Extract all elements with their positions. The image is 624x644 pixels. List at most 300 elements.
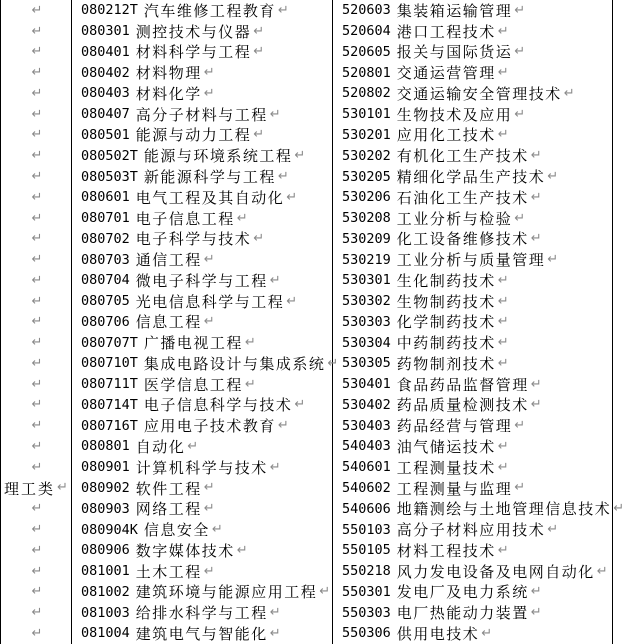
line-break-mark-icon: ↵ — [563, 85, 575, 101]
major-row — [333, 291, 612, 312]
major-name: 应用电子技术教育 — [143, 419, 276, 436]
major-code: 080407 — [81, 106, 130, 123]
major-name: 工程测量技术 — [396, 460, 496, 477]
line-break-mark-icon: ↵ — [31, 501, 43, 517]
line-break-mark-icon: ↵ — [497, 272, 509, 288]
major-name: 汽车维修工程教育 — [143, 3, 276, 20]
category-row — [1, 623, 71, 644]
major-code: 530301 — [342, 272, 391, 289]
major-name: 建筑环境与能源应用工程 — [135, 585, 318, 602]
major-row — [333, 395, 612, 416]
line-break-mark-icon: ↵ — [253, 23, 265, 39]
line-break-mark-icon: ↵ — [481, 625, 493, 641]
major-name: 食品药品监督管理 — [396, 377, 529, 394]
line-break-mark-icon: ↵ — [286, 293, 298, 309]
major-name: 微电子科学与工程 — [135, 273, 268, 290]
major-code: 530219 — [342, 251, 391, 268]
major-code: 520801 — [342, 64, 391, 81]
major-name: 应用化工技术 — [396, 128, 496, 145]
line-break-mark-icon: ↵ — [253, 127, 265, 143]
major-name: 生化制药技术 — [396, 273, 496, 290]
line-break-mark-icon: ↵ — [31, 106, 43, 122]
major-name: 自动化 — [135, 439, 186, 456]
major-row — [72, 415, 332, 436]
major-name: 材料工程技术 — [396, 543, 496, 560]
major-code: 530101 — [342, 106, 391, 123]
line-break-mark-icon: ↵ — [31, 522, 43, 538]
line-break-mark-icon: ↵ — [497, 459, 509, 475]
category-row — [1, 519, 71, 540]
line-break-mark-icon: ↵ — [286, 189, 298, 205]
line-break-mark-icon: ↵ — [294, 397, 306, 413]
major-name: 集成电路设计与集成系统 — [143, 356, 326, 373]
major-code: 080502T — [81, 147, 138, 164]
major-name: 信息安全 — [143, 523, 210, 540]
line-break-mark-icon: ↵ — [31, 314, 43, 330]
major-row — [333, 561, 612, 582]
line-break-mark-icon: ↵ — [277, 169, 289, 184]
major-row — [333, 540, 612, 561]
line-break-mark-icon: ↵ — [31, 418, 43, 434]
major-code: 530206 — [342, 189, 391, 206]
line-break-mark-icon: ↵ — [203, 480, 215, 496]
line-break-mark-icon: ↵ — [31, 563, 43, 579]
major-name: 风力发电设备及电网自动化 — [396, 564, 595, 581]
line-break-mark-icon: ↵ — [497, 355, 509, 371]
major-code: 080301 — [81, 23, 130, 40]
line-break-mark-icon: ↵ — [31, 85, 43, 101]
major-row — [333, 498, 624, 519]
major-row — [72, 561, 332, 582]
line-break-mark-icon: ↵ — [596, 563, 608, 579]
major-name: 化工设备维修技术 — [396, 232, 529, 249]
major-row — [72, 498, 332, 519]
line-break-mark-icon: ↵ — [514, 418, 526, 434]
major-row — [333, 104, 612, 125]
major-row — [72, 166, 332, 187]
major-code: 080503T — [81, 168, 138, 185]
major-row — [72, 42, 332, 63]
major-row — [333, 602, 612, 623]
major-name: 高分子材料应用技术 — [396, 523, 546, 540]
major-name: 建筑电气与智能化 — [135, 626, 268, 643]
line-break-mark-icon: ↵ — [497, 314, 509, 330]
major-code: 520802 — [342, 85, 391, 102]
major-row — [333, 166, 612, 187]
category-row — [1, 104, 71, 125]
category-row — [1, 415, 71, 436]
major-name: 生物制药技术 — [396, 294, 496, 311]
major-row — [72, 395, 332, 416]
major-row — [72, 125, 332, 146]
major-code: 530208 — [342, 210, 391, 227]
category-row — [1, 498, 71, 519]
major-row — [333, 249, 612, 270]
major-name: 广播电视工程 — [143, 336, 243, 353]
major-code: 080212T — [81, 2, 138, 19]
major-code: 540403 — [342, 438, 391, 455]
major-name: 土木工程 — [135, 564, 202, 581]
major-code: 080601 — [81, 189, 130, 206]
major-row — [72, 21, 332, 42]
major-row — [72, 104, 332, 125]
line-break-mark-icon: ↵ — [547, 252, 559, 268]
line-break-mark-icon: ↵ — [203, 85, 215, 101]
major-code: 520604 — [342, 23, 391, 40]
line-break-mark-icon: ↵ — [236, 542, 248, 558]
major-code: 530402 — [342, 396, 391, 413]
category-row — [1, 374, 71, 395]
major-row — [72, 353, 339, 374]
line-break-mark-icon: ↵ — [514, 44, 526, 60]
line-break-mark-icon: ↵ — [547, 522, 559, 538]
major-row — [72, 374, 332, 395]
line-break-mark-icon: ↵ — [269, 272, 281, 288]
major-code: 080711T — [81, 376, 138, 393]
major-code: 530209 — [342, 230, 391, 247]
line-break-mark-icon: ↵ — [530, 376, 542, 392]
major-row — [72, 623, 332, 644]
major-name: 工程测量与监理 — [396, 481, 513, 498]
major-name: 电气工程及其自动化 — [135, 190, 285, 207]
major-name: 生物技术及应用 — [396, 107, 513, 124]
line-break-mark-icon: ↵ — [31, 542, 43, 558]
line-break-mark-icon: ↵ — [203, 252, 215, 268]
line-break-mark-icon: ↵ — [31, 210, 43, 226]
line-break-mark-icon: ↵ — [31, 272, 43, 288]
major-code: 080906 — [81, 542, 130, 559]
major-row — [72, 270, 332, 291]
major-name: 电子信息科学与技术 — [143, 398, 293, 415]
major-row — [72, 311, 332, 332]
line-break-mark-icon: ↵ — [253, 231, 265, 247]
category-row — [1, 311, 71, 332]
major-row — [333, 436, 612, 457]
line-break-mark-icon: ↵ — [244, 335, 256, 351]
line-break-mark-icon: ↵ — [31, 605, 43, 621]
major-row — [333, 0, 612, 21]
major-name: 药品经营与管理 — [396, 419, 513, 436]
line-break-mark-icon: ↵ — [514, 210, 526, 226]
major-code: 080704 — [81, 272, 130, 289]
category-row — [1, 249, 71, 270]
major-name: 网络工程 — [135, 502, 202, 519]
line-break-mark-icon: ↵ — [31, 127, 43, 143]
line-break-mark-icon: ↵ — [514, 480, 526, 496]
major-code: 080903 — [81, 500, 130, 517]
major-code: 530202 — [342, 147, 391, 164]
major-code: 540601 — [342, 459, 391, 476]
major-name: 精细化学品生产技术 — [396, 170, 546, 187]
major-name: 药品质量检测技术 — [396, 398, 529, 415]
major-name: 发电厂及电力系统 — [396, 585, 529, 602]
major-code: 550306 — [342, 625, 391, 642]
major-name: 供用电技术 — [396, 626, 480, 643]
major-name: 通信工程 — [135, 253, 202, 270]
major-code: 530304 — [342, 334, 391, 351]
major-code: 530305 — [342, 355, 391, 372]
major-row — [333, 519, 612, 540]
category-row — [1, 62, 71, 83]
major-code: 081002 — [81, 583, 130, 600]
category-row — [1, 561, 71, 582]
major-code: 550218 — [342, 563, 391, 580]
major-code: 080801 — [81, 438, 130, 455]
major-row — [72, 187, 332, 208]
category-row — [1, 270, 71, 291]
major-name: 中药制药技术 — [396, 336, 496, 353]
major-name: 电厂热能动力装置 — [396, 606, 529, 623]
major-code: 080710T — [81, 355, 138, 372]
line-break-mark-icon: ↵ — [547, 169, 559, 184]
line-break-mark-icon: ↵ — [31, 376, 43, 392]
category-column — [0, 0, 72, 644]
category-row — [1, 228, 71, 249]
major-code: 550103 — [342, 521, 391, 538]
major-name: 石油化工生产技术 — [396, 190, 529, 207]
category-row — [1, 0, 71, 21]
major-name: 有机化工生产技术 — [396, 149, 529, 166]
major-row — [333, 270, 612, 291]
line-break-mark-icon: ↵ — [31, 148, 43, 164]
major-row — [333, 332, 612, 353]
category-row — [1, 457, 71, 478]
line-break-mark-icon: ↵ — [31, 252, 43, 268]
line-break-mark-icon: ↵ — [530, 605, 542, 621]
line-break-mark-icon: ↵ — [187, 438, 199, 454]
category-row — [1, 145, 71, 166]
major-code: 080501 — [81, 126, 130, 143]
major-row — [72, 602, 332, 623]
major-name: 油气储运技术 — [396, 439, 496, 456]
category-row — [1, 166, 71, 187]
major-name: 地籍测绘与土地管理信息技术 — [396, 502, 612, 519]
major-row — [333, 228, 612, 249]
line-break-mark-icon: ↵ — [31, 584, 43, 600]
line-break-mark-icon: ↵ — [319, 584, 331, 600]
line-break-mark-icon: ↵ — [211, 522, 223, 538]
major-row — [333, 83, 612, 104]
major-name: 工业分析与检验 — [396, 211, 513, 228]
line-break-mark-icon: ↵ — [497, 293, 509, 309]
category-row — [1, 21, 71, 42]
major-code: 081004 — [81, 625, 130, 642]
major-row — [72, 249, 332, 270]
major-row — [72, 208, 332, 229]
category-row — [1, 125, 71, 146]
line-break-mark-icon: ↵ — [514, 2, 526, 18]
category-row — [1, 83, 71, 104]
major-row — [333, 311, 612, 332]
line-break-mark-icon: ↵ — [497, 23, 509, 39]
major-code: 530201 — [342, 126, 391, 143]
category-row — [1, 540, 71, 561]
major-code: 530403 — [342, 417, 391, 434]
category-row — [1, 208, 71, 229]
major-name: 材料物理 — [135, 66, 202, 83]
line-break-mark-icon: ↵ — [269, 459, 281, 475]
major-name: 药物制剂技术 — [396, 356, 496, 373]
major-name: 化学制药技术 — [396, 315, 496, 332]
major-row — [333, 581, 612, 602]
major-row — [333, 623, 612, 644]
line-break-mark-icon: ↵ — [203, 563, 215, 579]
major-name: 测控技术与仪器 — [135, 24, 252, 41]
line-break-mark-icon: ↵ — [497, 65, 509, 81]
major-code: 080705 — [81, 293, 130, 310]
line-break-mark-icon: ↵ — [294, 148, 306, 164]
line-break-mark-icon: ↵ — [269, 106, 281, 122]
major-name: 能源与动力工程 — [135, 128, 252, 145]
major-row — [333, 145, 612, 166]
major-name: 计算机科学与技术 — [135, 460, 268, 477]
major-code: 080701 — [81, 210, 130, 227]
major-row — [72, 540, 332, 561]
line-break-mark-icon: ↵ — [57, 480, 68, 496]
major-row — [72, 83, 332, 104]
major-row — [333, 187, 612, 208]
major-code: 530303 — [342, 313, 391, 330]
line-break-mark-icon: ↵ — [31, 189, 43, 205]
major-row — [333, 42, 612, 63]
major-row — [72, 228, 332, 249]
major-name: 电子信息工程 — [135, 211, 235, 228]
major-name: 报关与国际货运 — [396, 45, 513, 62]
line-break-mark-icon: ↵ — [613, 501, 624, 517]
line-break-mark-icon: ↵ — [203, 314, 215, 330]
major-name: 高分子材料与工程 — [135, 107, 268, 124]
line-break-mark-icon: ↵ — [31, 625, 43, 641]
major-code: 080401 — [81, 43, 130, 60]
major-code: 520605 — [342, 43, 391, 60]
major-column-right — [333, 0, 624, 644]
line-break-mark-icon: ↵ — [497, 335, 509, 351]
major-name: 材料化学 — [135, 86, 202, 103]
major-code: 080902 — [81, 479, 130, 496]
major-code: 530205 — [342, 168, 391, 185]
line-break-mark-icon: ↵ — [31, 459, 43, 475]
major-row — [72, 519, 332, 540]
line-break-mark-icon: ↵ — [497, 438, 509, 454]
major-row — [333, 374, 612, 395]
major-name: 信息工程 — [135, 315, 202, 332]
major-code: 540602 — [342, 479, 391, 496]
major-code: 520603 — [342, 2, 391, 19]
major-code: 080702 — [81, 230, 130, 247]
line-break-mark-icon: ↵ — [31, 44, 43, 60]
major-column-left — [72, 0, 339, 644]
major-row — [72, 332, 332, 353]
line-break-mark-icon: ↵ — [327, 355, 339, 371]
major-name: 新能源科学与工程 — [143, 170, 276, 187]
category-row — [1, 332, 71, 353]
major-name: 工业分析与质量管理 — [396, 253, 546, 270]
line-break-mark-icon: ↵ — [530, 148, 542, 164]
major-name: 光电信息科学与工程 — [135, 294, 285, 311]
line-break-mark-icon: ↵ — [236, 210, 248, 226]
major-row — [72, 581, 332, 602]
line-break-mark-icon: ↵ — [31, 438, 43, 454]
major-name: 材料科学与工程 — [135, 45, 252, 62]
major-name: 港口工程技术 — [396, 24, 496, 41]
major-code: 081001 — [81, 563, 130, 580]
major-code: 080904K — [81, 521, 138, 538]
line-break-mark-icon: ↵ — [31, 293, 43, 309]
major-row — [333, 208, 612, 229]
line-break-mark-icon: ↵ — [277, 418, 289, 434]
major-row — [72, 436, 332, 457]
major-row — [72, 457, 332, 478]
category-row — [1, 291, 71, 312]
major-name: 医学信息工程 — [143, 377, 243, 394]
major-row — [333, 125, 612, 146]
major-row — [72, 478, 332, 499]
major-code: 080403 — [81, 85, 130, 102]
line-break-mark-icon: ↵ — [31, 355, 43, 371]
major-row — [333, 457, 612, 478]
major-row — [333, 21, 612, 42]
line-break-mark-icon: ↵ — [244, 376, 256, 392]
line-break-mark-icon: ↵ — [31, 2, 43, 18]
major-name: 能源与环境系统工程 — [143, 149, 293, 166]
line-break-mark-icon: ↵ — [514, 106, 526, 122]
major-name: 数字媒体技术 — [135, 543, 235, 560]
line-break-mark-icon: ↵ — [497, 127, 509, 143]
major-row — [333, 415, 612, 436]
major-code: 080901 — [81, 459, 130, 476]
major-name: 给排水科学与工程 — [135, 606, 268, 623]
major-code: 550303 — [342, 604, 391, 621]
category-row — [1, 42, 71, 63]
major-row — [72, 0, 332, 21]
category-row — [1, 581, 71, 602]
major-row — [333, 353, 612, 374]
major-row — [72, 62, 332, 83]
line-break-mark-icon: ↵ — [530, 189, 542, 205]
major-code: 550105 — [342, 542, 391, 559]
major-code: 080714T — [81, 396, 138, 413]
major-name: 电子科学与技术 — [135, 232, 252, 249]
major-row — [333, 62, 612, 83]
category-row — [1, 395, 71, 416]
major-code: 550301 — [342, 583, 391, 600]
line-break-mark-icon: ↵ — [530, 231, 542, 247]
major-code: 080706 — [81, 313, 130, 330]
line-break-mark-icon: ↵ — [253, 44, 265, 60]
major-code: 080716T — [81, 417, 138, 434]
major-code: 530401 — [342, 376, 391, 393]
major-row — [333, 478, 612, 499]
major-code: 080402 — [81, 64, 130, 81]
category-row — [1, 478, 71, 499]
category-row — [1, 436, 71, 457]
major-code: 530302 — [342, 293, 391, 310]
line-break-mark-icon: ↵ — [203, 501, 215, 517]
major-row — [72, 291, 332, 312]
category-row — [1, 353, 71, 374]
line-break-mark-icon: ↵ — [269, 605, 281, 621]
line-break-mark-icon: ↵ — [31, 169, 43, 184]
line-break-mark-icon: ↵ — [31, 397, 43, 413]
category-row — [1, 187, 71, 208]
category-row — [1, 602, 71, 623]
major-name: 交通运输安全管理技术 — [396, 86, 562, 103]
line-break-mark-icon: ↵ — [530, 584, 542, 600]
major-row — [72, 145, 332, 166]
major-name: 交通运营管理 — [396, 66, 496, 83]
line-break-mark-icon: ↵ — [269, 625, 281, 641]
major-code: 080703 — [81, 251, 130, 268]
